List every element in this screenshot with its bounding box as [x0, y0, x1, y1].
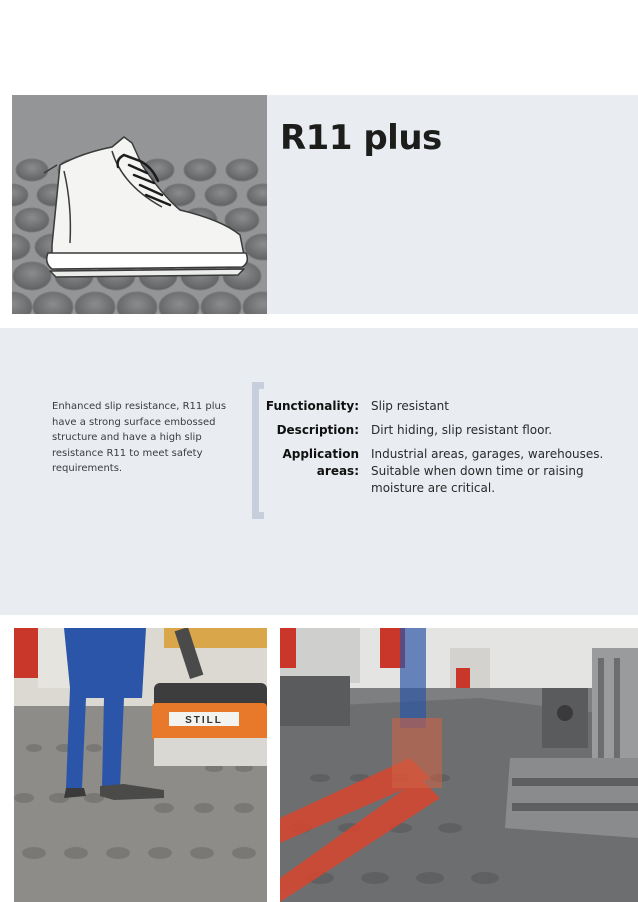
spec-value: Slip resistant [371, 399, 449, 413]
spec-value: Dirt hiding, slip resistant floor. [371, 423, 553, 437]
spec-label: Description: [276, 423, 359, 437]
workshop-photo [280, 628, 638, 902]
spec-value: Industrial areas, garages, warehouses. Suitable when down time or raising moisture are critical. [371, 447, 604, 495]
forklift-photo [14, 628, 267, 902]
forklift-brand: STILL [185, 715, 223, 726]
spec-label: Application areas: [282, 447, 359, 478]
boot-on-floor-illustration [12, 95, 267, 314]
spec-label: Functionality: [265, 399, 359, 413]
product-title: R11 plus [280, 118, 442, 158]
intro-text: Enhanced slip resistance, R11 plus have a strong surface embossed structure and have a high slip resistance R11 to meet safety requirements. [52, 401, 227, 474]
